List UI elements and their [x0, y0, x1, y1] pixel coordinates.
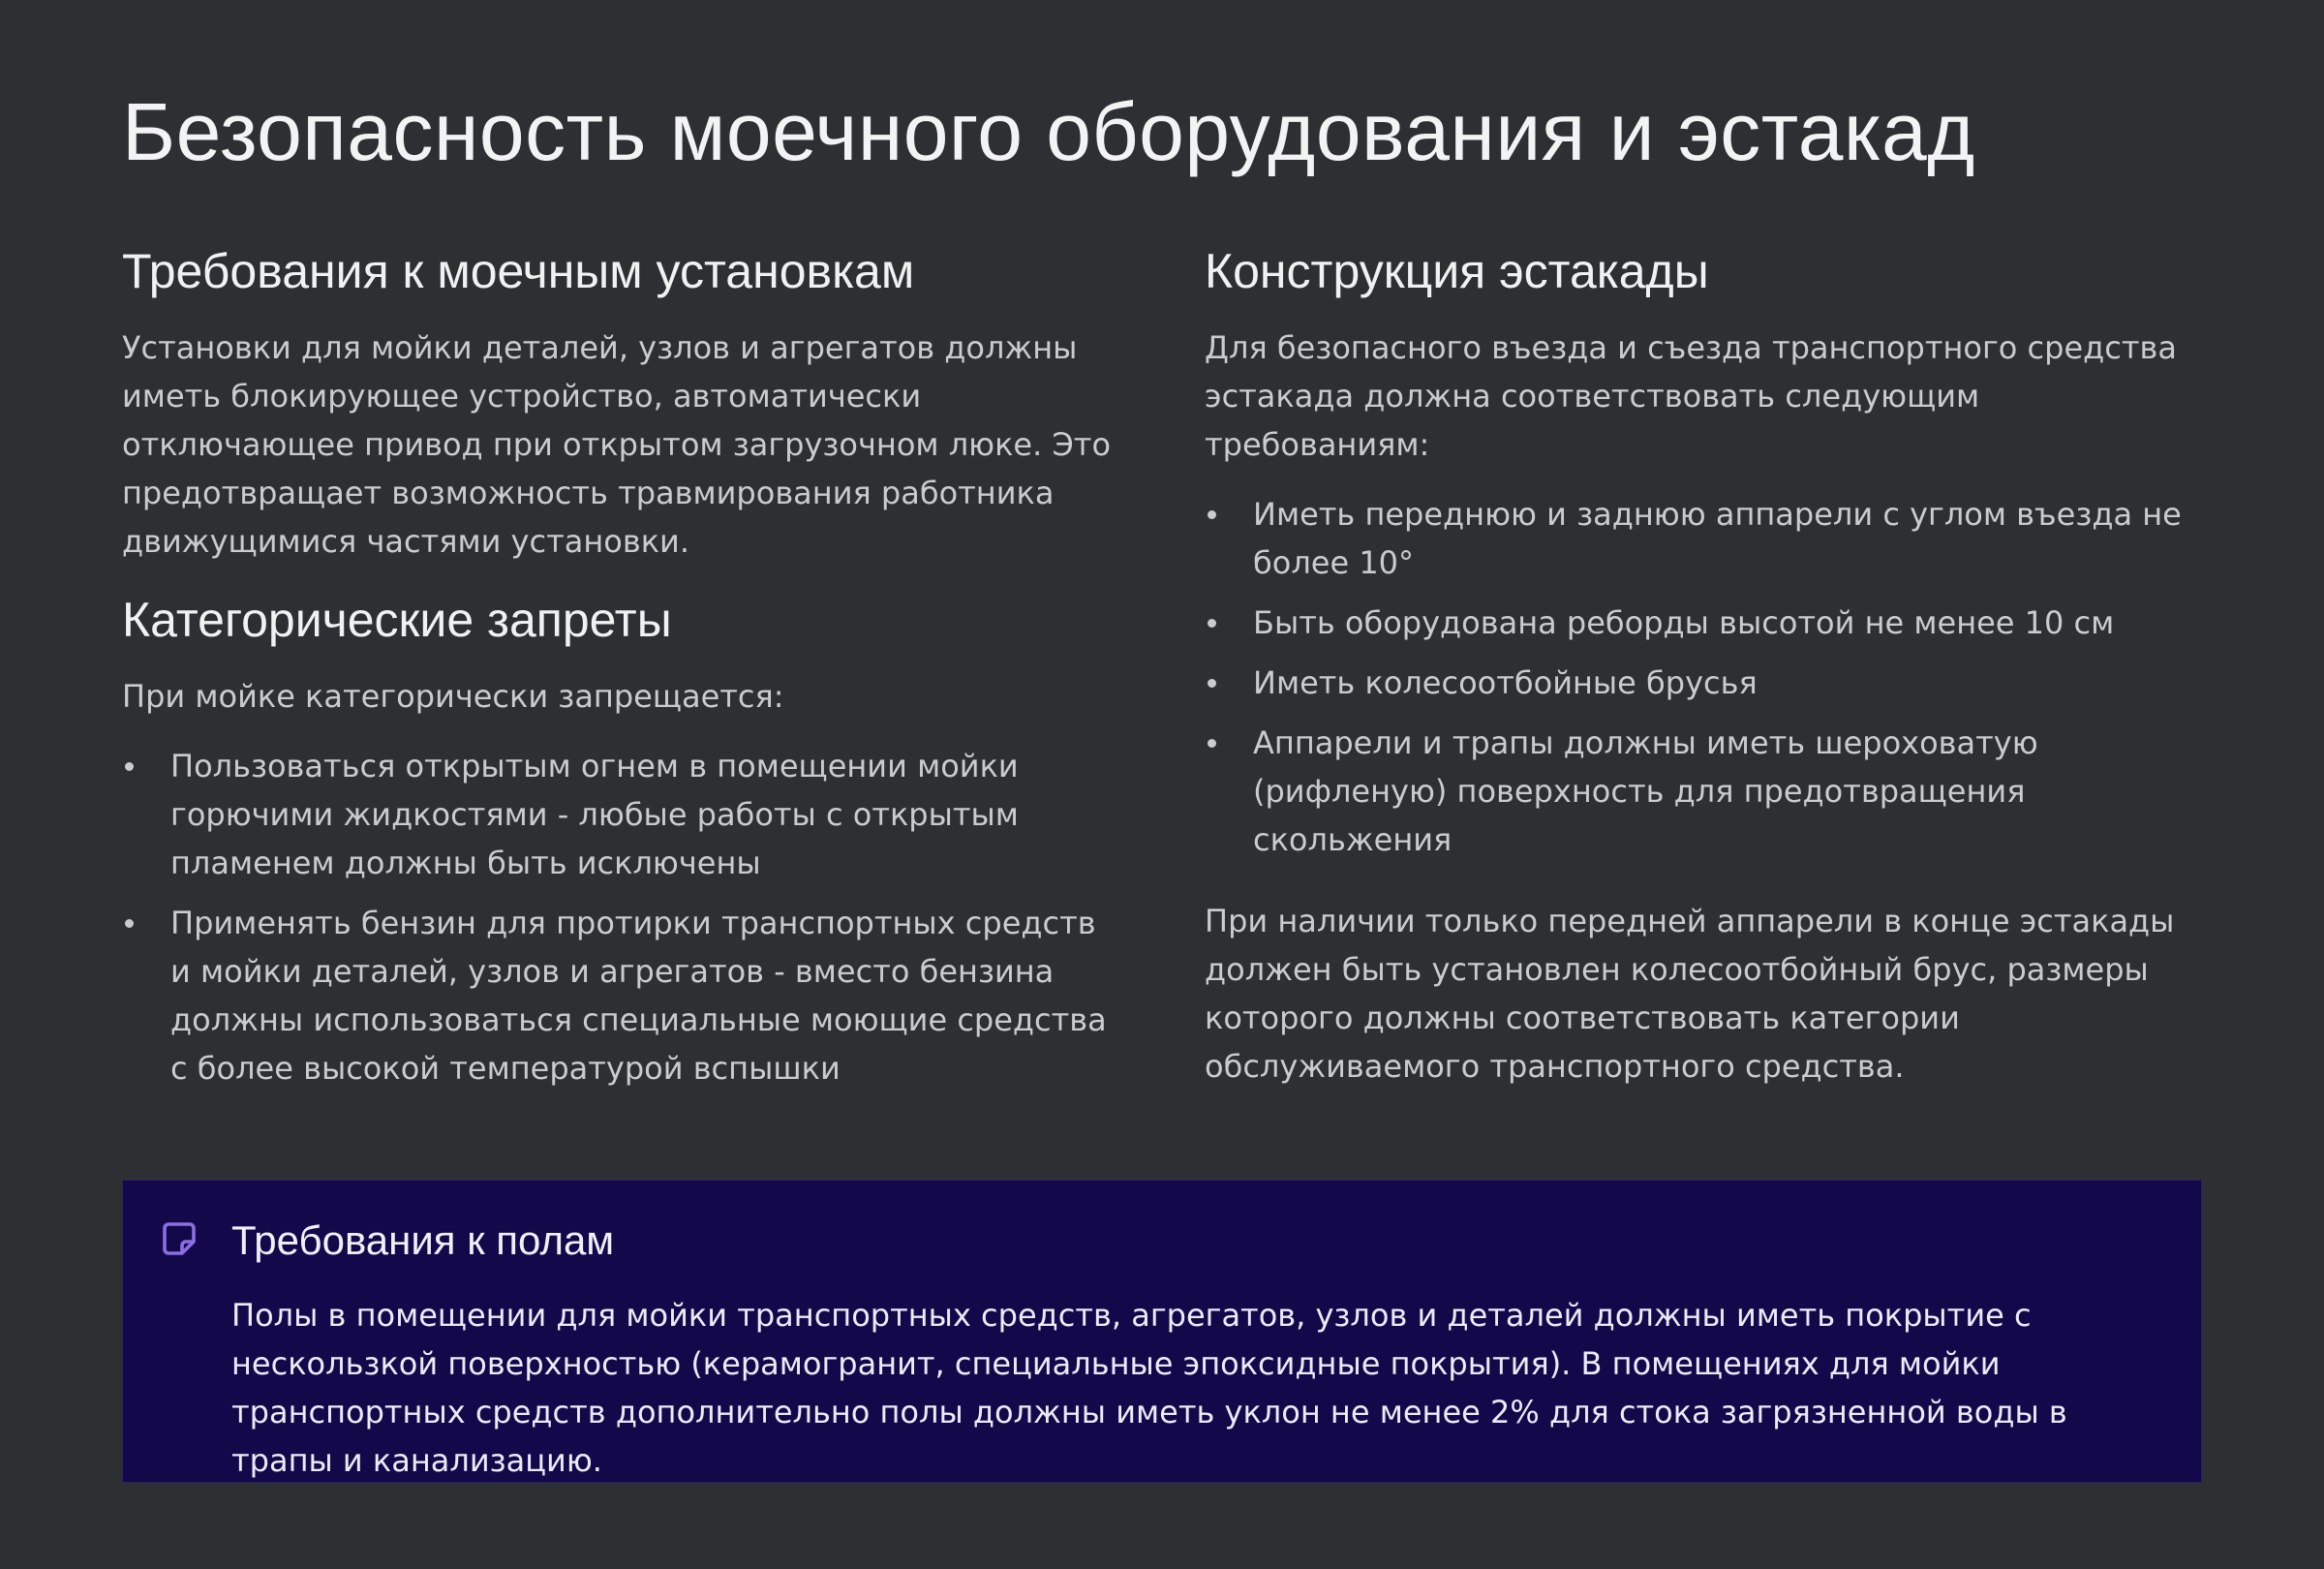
section-text-washing-units: Установки для мойки деталей, узлов и агрегатов должны иметь блокирующее устройство, автоматически отключающее привод при открытом загрузочном люке. Это предотвращает возможность травмирования работника движущимися частями установки. [122, 329, 1112, 560]
overpass-outro: При наличии только передней аппарели в конце эстакады должен быть установлен колесоотбойный брус, размеры которого должны соответствовать категории обслуживаемого транспортного средства. [1205, 903, 2175, 1085]
left-column [122, 242, 1119, 1104]
prohibitions-list [122, 742, 1119, 1092]
prohibitions-intro: При мойке категорически запрещается: [122, 678, 784, 715]
section-heading-washing-units: Требования к моечным установкам [122, 244, 915, 298]
list-item [122, 742, 1119, 887]
list-item-text: Иметь колесоотбойные брусья [1253, 664, 1758, 701]
list-item-text: Аппарели и трапы должны иметь шероховатую (рифленую) поверхность для предотвращения скольжения [1253, 724, 2038, 858]
section-heading-prohibitions: Категорические запреты [122, 593, 672, 647]
content-columns [122, 242, 2202, 1104]
bullet-icon [1208, 679, 1216, 688]
overpass-requirements-list [1205, 490, 2202, 864]
callout-title: Требования к полам [231, 1217, 615, 1263]
section-heading-overpass: Конструкция эстакады [1205, 244, 1709, 298]
list-item [1205, 599, 2202, 647]
bullet-icon [125, 919, 134, 928]
bullet-icon [1208, 739, 1216, 748]
bullet-icon [125, 762, 134, 771]
callout-floor-requirements [122, 1180, 2202, 1483]
list-item [1205, 719, 2202, 864]
list-item [122, 899, 1119, 1092]
overpass-intro: Для безопасного въезда и съезда транспортного средства эстакада должна соответствовать следующим требованиям: [1205, 329, 2177, 463]
callout-text: Полы в помещении для мойки транспортных средств, агрегатов, узлов и деталей должны иметь покрытие с нескользкой поверхностью (керамогранит, специальные эпоксидные покрытия). В помещениях для мойки транспортных средств дополнительно полы должны иметь уклон не менее 2% для стока загрязненной воды в трапы и канализацию. [231, 1297, 2067, 1479]
list-item-text: Применять бензин для протирки транспортных средств и мойки деталей, узлов и агрегатов - вместо бензина должны использоваться специальные моющие средства с более высокой температурой вспышки [170, 905, 1107, 1087]
list-item [1205, 659, 2202, 707]
note-icon [160, 1219, 199, 1258]
page-title: Безопасность моечного оборудования и эстакад [122, 86, 1975, 177]
list-item-text: Быть оборудована реборды высотой не менее 10 см [1253, 604, 2115, 641]
right-column [1205, 242, 2202, 1104]
bullet-icon [1208, 619, 1216, 628]
list-item-text: Иметь переднюю и заднюю аппарели с углом въезда не более 10° [1253, 496, 2182, 581]
list-item-text: Пользоваться открытым огнем в помещении мойки горючими жидкостями - любые работы с открытым пламенем должны быть исключены [170, 748, 1019, 881]
list-item [1205, 490, 2202, 587]
bullet-icon [1208, 510, 1216, 519]
